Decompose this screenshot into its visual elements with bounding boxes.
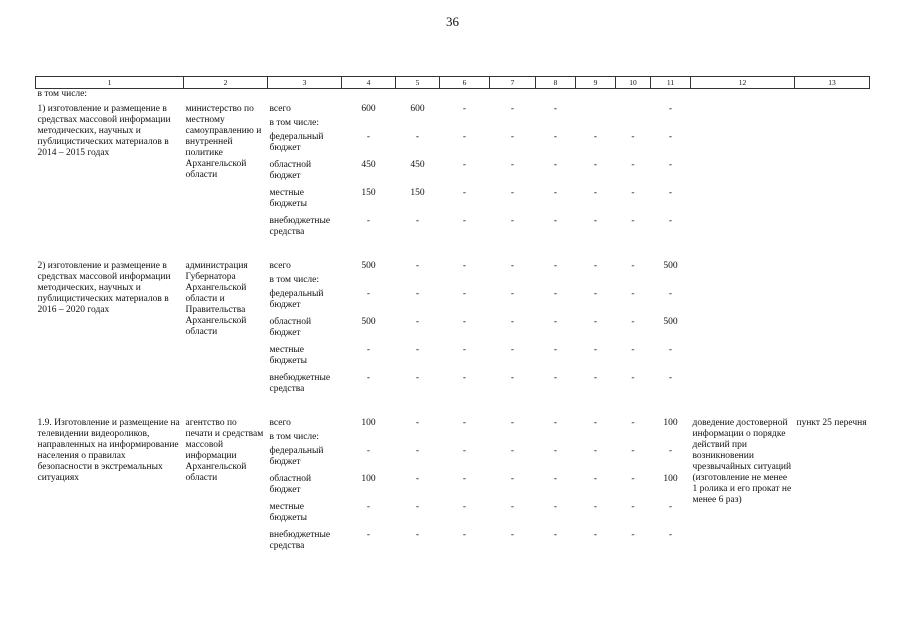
amount-cell: - xyxy=(593,530,598,540)
funding-source-label: федеральный бюджет xyxy=(269,446,324,467)
amount-cell: - xyxy=(593,132,598,142)
amount-cell: - xyxy=(631,132,635,142)
amount-cell xyxy=(396,432,440,446)
header-cell: 4 xyxy=(342,77,396,89)
amount-cell: - xyxy=(462,373,467,383)
amount-cell: - xyxy=(366,373,371,383)
amount-cell: - xyxy=(510,289,515,299)
amount-cell: - xyxy=(462,104,467,114)
measure-title: 2) изготовление и размещение в средствах массовой информации методических, научных и публицистических материалов в 2016 – 2020 годах xyxy=(37,261,171,315)
amount-cell: - xyxy=(510,345,515,355)
amount-cell xyxy=(651,432,691,446)
amount-cell: - xyxy=(415,530,420,540)
amount-cell xyxy=(616,104,651,118)
header-cell: 6 xyxy=(440,77,490,89)
amount-cell: - xyxy=(366,345,371,355)
amount-cell: - xyxy=(415,132,420,142)
amount-cell xyxy=(342,118,396,132)
amount-cell xyxy=(536,432,576,446)
page-number: 36 xyxy=(446,14,459,29)
amount-cell: - xyxy=(593,289,598,299)
amount-cell: 500 xyxy=(663,317,678,327)
header-cell: 9 xyxy=(576,77,616,89)
expected-result xyxy=(691,261,795,401)
amount-cell: - xyxy=(668,188,673,198)
amount-cell: 150 xyxy=(361,188,376,198)
amount-cell xyxy=(616,118,651,132)
amount-cell: - xyxy=(593,345,598,355)
amount-cell: - xyxy=(553,373,558,383)
funding-source-label: местные бюджеты xyxy=(269,502,307,523)
amount-cell: - xyxy=(593,261,598,271)
amount-cell xyxy=(396,118,440,132)
amount-cell xyxy=(490,275,536,289)
amount-cell: - xyxy=(668,132,673,142)
amount-cell: - xyxy=(593,474,598,484)
amount-cell: 450 xyxy=(410,160,425,170)
reference xyxy=(795,261,870,401)
amount-cell: - xyxy=(593,418,598,428)
block-spacer xyxy=(36,244,870,261)
amount-cell: - xyxy=(553,345,558,355)
amount-cell: - xyxy=(631,188,635,198)
header-cell: 10 xyxy=(616,77,651,89)
amount-cell: - xyxy=(510,188,515,198)
amount-cell: - xyxy=(668,216,673,226)
amount-cell: - xyxy=(668,104,673,114)
amount-cell: - xyxy=(510,373,515,383)
header-cell: 8 xyxy=(536,77,576,89)
amount-cell: - xyxy=(668,373,673,383)
amount-cell: 600 xyxy=(361,104,376,114)
amount-cell xyxy=(342,275,396,289)
funding-source-label: всего xyxy=(269,261,291,271)
amount-cell: - xyxy=(510,418,515,428)
amount-cell: - xyxy=(510,502,515,512)
amount-cell: - xyxy=(593,216,598,226)
amount-cell: - xyxy=(553,261,558,271)
amount-cell: - xyxy=(631,373,635,383)
block-spacer xyxy=(36,401,870,418)
amount-cell: - xyxy=(415,474,420,484)
amount-cell xyxy=(490,118,536,132)
amount-cell: - xyxy=(593,188,598,198)
amount-cell: 100 xyxy=(361,474,376,484)
amount-cell: - xyxy=(415,502,420,512)
intro-text: в том числе: xyxy=(37,89,88,99)
amount-cell: - xyxy=(462,188,467,198)
amount-cell: - xyxy=(462,160,467,170)
amount-cell: - xyxy=(510,317,515,327)
amount-cell xyxy=(651,118,691,132)
amount-cell xyxy=(490,432,536,446)
amount-cell: - xyxy=(366,530,371,540)
amount-cell: - xyxy=(553,418,558,428)
measure-title: 1.9. Изготовление и размещение на телевидении видеороликов, направленных на информирование населения о правилах безопасности в экстремальных ситуациях xyxy=(37,418,180,483)
header-cell: 5 xyxy=(396,77,440,89)
amount-cell: - xyxy=(631,160,635,170)
amount-cell: - xyxy=(593,373,598,383)
amount-cell xyxy=(576,104,616,118)
intro-row xyxy=(36,89,870,105)
amount-cell xyxy=(440,432,490,446)
amount-cell: - xyxy=(631,289,635,299)
amount-cell: - xyxy=(631,216,635,226)
amount-cell: - xyxy=(510,261,515,271)
table-row xyxy=(36,261,870,275)
amount-cell: - xyxy=(553,104,558,114)
amount-cell: - xyxy=(462,418,467,428)
table-body xyxy=(36,77,870,559)
amount-cell: 450 xyxy=(361,160,376,170)
amount-cell: - xyxy=(668,502,673,512)
reference xyxy=(795,104,870,244)
amount-cell: - xyxy=(462,261,467,271)
amount-cell: - xyxy=(593,446,598,456)
header-cell: 1 xyxy=(36,77,184,89)
amount-cell: 100 xyxy=(663,418,678,428)
amount-cell: - xyxy=(462,502,467,512)
amount-cell: - xyxy=(553,216,558,226)
amount-cell xyxy=(576,118,616,132)
amount-cell xyxy=(536,118,576,132)
amount-cell: - xyxy=(553,530,558,540)
amount-cell: - xyxy=(668,530,673,540)
amount-cell: - xyxy=(593,160,598,170)
amount-cell: - xyxy=(668,446,673,456)
amount-cell xyxy=(440,118,490,132)
amount-cell: - xyxy=(462,474,467,484)
amount-cell xyxy=(616,432,651,446)
funding-source-label: внебюджетные средства xyxy=(269,530,331,551)
funding-source-label: местные бюджеты xyxy=(269,188,307,209)
amount-cell xyxy=(396,275,440,289)
amount-cell: 150 xyxy=(410,188,425,198)
amount-cell: - xyxy=(631,317,635,327)
expected-result: доведение достоверной информации о порядке действий при возникновении чрезвычайных ситуаций (изготовление не менее 1 ролика и его прокат не менее 6 раз) xyxy=(692,418,792,505)
expected-result xyxy=(691,104,795,244)
amount-cell: - xyxy=(462,216,467,226)
table-row xyxy=(36,418,870,432)
amount-cell xyxy=(576,275,616,289)
header-cell: 7 xyxy=(490,77,536,89)
amount-cell: - xyxy=(366,132,371,142)
amount-cell: - xyxy=(462,530,467,540)
funding-source-label: федеральный бюджет xyxy=(269,132,324,153)
amount-cell: - xyxy=(366,446,371,456)
amount-cell: - xyxy=(510,474,515,484)
amount-cell: - xyxy=(631,502,635,512)
amount-cell: - xyxy=(462,289,467,299)
amount-cell: - xyxy=(366,216,371,226)
funding-source-label: местные бюджеты xyxy=(269,345,307,366)
amount-cell: - xyxy=(462,446,467,456)
amount-cell: - xyxy=(631,474,635,484)
amount-cell: - xyxy=(668,345,673,355)
header-cell: 12 xyxy=(691,77,795,89)
amount-cell: - xyxy=(631,530,635,540)
amount-cell: - xyxy=(415,216,420,226)
funding-source-label: в том числе: xyxy=(269,275,320,285)
amount-cell: 500 xyxy=(361,261,376,271)
amount-cell xyxy=(342,432,396,446)
amount-cell: - xyxy=(415,261,420,271)
amount-cell: - xyxy=(553,188,558,198)
amount-cell xyxy=(616,275,651,289)
amount-cell: - xyxy=(553,446,558,456)
amount-cell: - xyxy=(510,104,515,114)
amount-cell: - xyxy=(462,317,467,327)
amount-cell: - xyxy=(553,474,558,484)
funding-source-label: всего xyxy=(269,104,291,114)
amount-cell: - xyxy=(631,418,635,428)
funding-source-label: в том числе: xyxy=(269,118,320,128)
amount-cell xyxy=(536,275,576,289)
amount-cell: - xyxy=(510,132,515,142)
amount-cell: - xyxy=(668,160,673,170)
amount-cell: 500 xyxy=(361,317,376,327)
amount-cell: - xyxy=(510,160,515,170)
amount-cell: - xyxy=(462,345,467,355)
funding-source-label: областной бюджет xyxy=(269,160,312,181)
amount-cell: - xyxy=(553,289,558,299)
amount-cell: - xyxy=(553,317,558,327)
amount-cell: - xyxy=(415,418,420,428)
amount-cell: - xyxy=(510,446,515,456)
amount-cell: - xyxy=(415,317,420,327)
amount-cell xyxy=(440,275,490,289)
reference: пункт 25 перечня xyxy=(796,418,867,428)
amount-cell: - xyxy=(415,373,420,383)
amount-cell xyxy=(576,432,616,446)
funding-source-label: областной бюджет xyxy=(269,474,312,495)
amount-cell: - xyxy=(415,345,420,355)
amount-cell: - xyxy=(553,132,558,142)
program-table xyxy=(35,76,870,558)
funding-source-label: всего xyxy=(269,418,291,428)
funding-source-label: в том числе: xyxy=(269,432,320,442)
amount-cell: 100 xyxy=(663,474,678,484)
amount-cell: - xyxy=(415,289,420,299)
amount-cell: - xyxy=(631,261,635,271)
header-cell: 2 xyxy=(184,77,268,89)
table-row xyxy=(36,104,870,118)
header-cell: 3 xyxy=(268,77,342,89)
amount-cell: - xyxy=(462,132,467,142)
amount-cell: - xyxy=(593,502,598,512)
amount-cell xyxy=(651,275,691,289)
measure-title: 1) изготовление и размещение в средствах массовой информации методических, научных и публицистических материалов в 2014 – 2015 годах xyxy=(37,104,171,158)
funding-source-label: внебюджетные средства xyxy=(269,216,331,237)
amount-cell: 600 xyxy=(410,104,425,114)
amount-cell: - xyxy=(510,216,515,226)
amount-cell: - xyxy=(553,502,558,512)
funding-source-label: внебюджетные средства xyxy=(269,373,331,394)
executor: администрация Губернатора Архангельской области и Правительства Архангельской области xyxy=(185,261,248,337)
amount-cell: - xyxy=(553,160,558,170)
header-cell: 13 xyxy=(795,77,870,89)
amount-cell: - xyxy=(366,502,371,512)
funding-source-label: федеральный бюджет xyxy=(269,289,324,310)
header-row xyxy=(36,77,870,89)
header-cell: 11 xyxy=(651,77,691,89)
amount-cell: - xyxy=(631,345,635,355)
amount-cell: - xyxy=(510,530,515,540)
funding-source-label: областной бюджет xyxy=(269,317,312,338)
amount-cell: - xyxy=(631,446,635,456)
amount-cell: - xyxy=(366,289,371,299)
amount-cell: - xyxy=(415,446,420,456)
amount-cell: - xyxy=(593,317,598,327)
amount-cell: 500 xyxy=(663,261,678,271)
amount-cell: - xyxy=(668,289,673,299)
executor: министерство по местному самоуправлению и внутренней политике Архангельской области xyxy=(185,104,262,180)
amount-cell: 100 xyxy=(361,418,376,428)
executor: агентство по печати и средствам массовой информации Архангельской области xyxy=(185,418,264,483)
